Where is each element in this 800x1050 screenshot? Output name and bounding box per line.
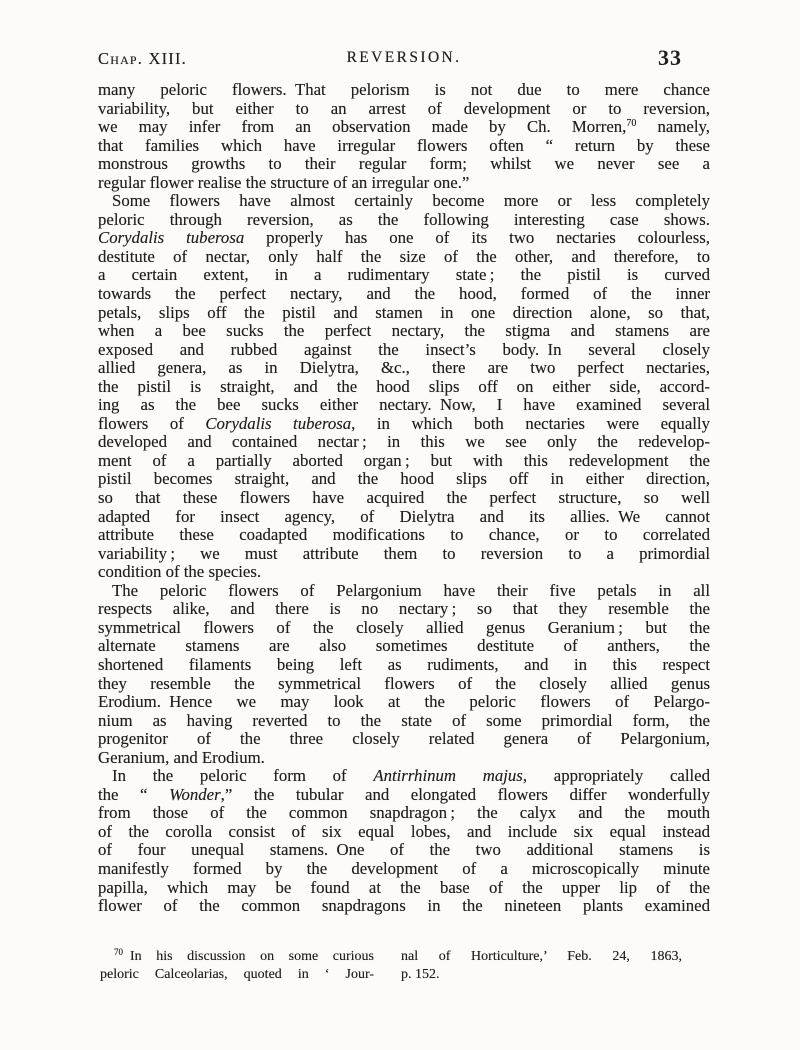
text-line bbox=[98, 396, 710, 415]
text-segment: Some flowers have almost certainly become more or less completely bbox=[112, 191, 710, 211]
text-segment: we may infer from an observation made by Ch. Morren, bbox=[98, 117, 627, 137]
text-segment: the pistil is straight, and the hood slips off on either side, accord- bbox=[98, 376, 710, 396]
text-segment: regular flower realise the structure of an irregular one.” bbox=[98, 172, 470, 192]
text-segment: pistil becomes straight, and the hood slips off in either direction, bbox=[98, 469, 710, 489]
text-line bbox=[98, 767, 710, 786]
paragraph bbox=[98, 81, 710, 192]
text-segment: exposed and rubbed against the insect’s body. In several closely bbox=[98, 339, 710, 359]
text-segment: ment of a partially aborted organ ; but with this redevelopment the bbox=[98, 450, 710, 470]
text-segment: many peloric flowers. That pelorism is not due to mere chance bbox=[98, 80, 710, 99]
footnote-right bbox=[401, 948, 682, 984]
text-line bbox=[98, 823, 710, 842]
text-line bbox=[98, 470, 710, 489]
text-segment: a certain extent, in a rudimentary state ; the pistil is curved bbox=[98, 265, 710, 285]
text-line bbox=[98, 879, 710, 898]
text-segment: nium as having reverted to the state of some primordial form, the bbox=[98, 710, 710, 730]
text-line bbox=[98, 304, 710, 323]
text-line bbox=[98, 433, 710, 452]
italic-text: Corydalis tuberosa bbox=[205, 413, 352, 433]
text-segment: towards the perfect nectary, and the hood, formed of the inner bbox=[98, 284, 710, 304]
text-segment: from those of the common snapdragon ; the calyx and the mouth bbox=[98, 803, 710, 823]
text-line bbox=[98, 266, 710, 285]
text-segment: attribute these coadapted modifications to chance, or to correlated bbox=[98, 525, 710, 545]
text-line bbox=[98, 174, 710, 193]
text-line bbox=[98, 489, 710, 508]
text-line bbox=[98, 786, 710, 805]
text-segment: alternate stamens are also sometimes destitute of anthers, the bbox=[98, 636, 710, 656]
text-segment: properly has one of its two nectaries colourless, bbox=[244, 228, 710, 248]
text-line bbox=[98, 804, 710, 823]
text-segment: destitute of nectar, only half the size of the other, and therefore, to bbox=[98, 246, 710, 266]
text-segment: The peloric flowers of Pelargonium have their five petals in all bbox=[112, 580, 710, 600]
text-segment: manifestly formed by the development of a microscopically minute bbox=[98, 858, 710, 878]
text-segment: p. 152. bbox=[401, 967, 440, 982]
text-segment: papilla, which may be found at the base of the upper lip of the bbox=[98, 877, 710, 897]
text-segment: nal of Horticulture,’ Feb. 24, 1863, bbox=[401, 949, 682, 964]
text-line bbox=[98, 860, 710, 879]
text-line bbox=[98, 322, 710, 341]
text-segment: In his discussion on some curious bbox=[123, 949, 374, 964]
text-line bbox=[98, 81, 710, 100]
text-segment: so that these flowers have acquired the perfect structure, so well bbox=[98, 488, 710, 508]
page-number: 33 bbox=[658, 45, 682, 70]
text-segment: developed and contained nectar ; in this we see only the redevelop- bbox=[98, 432, 710, 452]
text-segment: In the peloric form of bbox=[112, 766, 374, 786]
text-line bbox=[98, 841, 710, 860]
text-line bbox=[98, 118, 710, 137]
italic-text: Wonder bbox=[169, 784, 221, 804]
text-line bbox=[401, 966, 682, 984]
text-line bbox=[98, 526, 710, 545]
text-segment: variability ; we must attribute them to reversion to a primordial bbox=[98, 543, 710, 563]
text-segment: , in which both nectaries were equally bbox=[351, 413, 710, 433]
text-line bbox=[98, 545, 710, 564]
text-line bbox=[98, 211, 710, 230]
text-line bbox=[98, 452, 710, 471]
page-body bbox=[98, 81, 710, 916]
text-segment: of the corolla consist of six equal lobes, and include six equal instead bbox=[98, 821, 710, 841]
text-segment: the “ bbox=[98, 784, 170, 804]
text-line bbox=[98, 637, 710, 656]
paragraph bbox=[98, 767, 710, 915]
footnote-left bbox=[100, 948, 374, 984]
footnote-marker: 70 bbox=[626, 118, 637, 130]
text-segment: ,” the tubular and elongated flowers differ wonderfully bbox=[220, 784, 710, 804]
running-head bbox=[98, 45, 710, 71]
text-line bbox=[98, 192, 710, 211]
text-segment: they resemble the symmetrical flowers of the closely allied genus bbox=[98, 673, 710, 693]
text-segment: allied genera, as in Dielytra, &c., there are two perfect nectaries, bbox=[98, 358, 710, 378]
text-line bbox=[98, 378, 710, 397]
text-line bbox=[98, 359, 710, 378]
text-line bbox=[98, 229, 710, 248]
text-segment: peloric through reversion, as the following interesting case shows. bbox=[98, 209, 710, 229]
text-line bbox=[98, 656, 710, 675]
text-line bbox=[98, 675, 710, 694]
text-line bbox=[98, 508, 710, 527]
text-segment: flower of the common snapdragons in the nineteen plants examined bbox=[98, 896, 710, 916]
text-segment: peloric Calceolarias, quoted in ‘ Jour- bbox=[100, 967, 374, 982]
text-segment: variability, but either to an arrest of development or to reversion, bbox=[98, 98, 710, 118]
text-segment: of four unequal stamens. One of the two additional stamens is bbox=[98, 840, 710, 860]
text-segment: when a bee sucks the perfect nectary, the stigma and stamens are bbox=[98, 321, 710, 341]
text-line bbox=[98, 897, 710, 916]
text-line bbox=[98, 285, 710, 304]
italic-text: Corydalis tuberosa bbox=[98, 228, 245, 248]
footnote-marker: 70 bbox=[114, 947, 123, 957]
text-line bbox=[98, 749, 710, 768]
text-segment: petals, slips off the pistil and stamen in one direction alone, so that, bbox=[98, 302, 710, 322]
text-segment: monstrous growths to their regular form; whilst we never see a bbox=[98, 154, 710, 174]
text-segment: Erodium. Hence we may look at the peloric flowers of Pelargo- bbox=[98, 692, 710, 712]
text-line bbox=[98, 619, 710, 638]
text-line bbox=[98, 415, 710, 434]
text-line bbox=[98, 730, 710, 749]
text-segment: ing as the bee sucks either nectary. Now, I have examined several bbox=[98, 395, 710, 415]
text-segment: condition of the species. bbox=[98, 562, 262, 582]
text-line bbox=[98, 600, 710, 619]
text-line bbox=[98, 712, 710, 731]
footnote bbox=[100, 948, 692, 1008]
text-segment: respects alike, and there is no nectary ; so that they resemble the bbox=[98, 599, 710, 619]
text-line bbox=[98, 137, 710, 156]
text-line bbox=[98, 582, 710, 601]
paragraph bbox=[98, 192, 710, 581]
text-segment: symmetrical flowers of the closely allied genus Geranium ; but the bbox=[98, 617, 710, 637]
text-line bbox=[98, 563, 710, 582]
text-segment: namely, bbox=[636, 117, 710, 137]
text-segment: adapted for insect agency, of Dielytra and its allies. We cannot bbox=[98, 506, 710, 526]
italic-text: Antirrhinum majus bbox=[373, 766, 523, 786]
page-title: REVERSION. bbox=[346, 49, 462, 66]
text-line bbox=[98, 100, 710, 119]
text-line bbox=[100, 966, 374, 984]
text-segment: that families which have irregular flowers often “ return by these bbox=[98, 135, 710, 155]
text-line bbox=[401, 948, 682, 966]
text-segment: progenitor of the three closely related genera of Pelargonium, bbox=[98, 729, 710, 749]
text-line bbox=[98, 155, 710, 174]
text-line bbox=[100, 948, 374, 966]
text-segment: shortened filaments being left as rudiments, and in this respect bbox=[98, 654, 710, 674]
text-line bbox=[98, 248, 710, 267]
text-segment: Geranium, and Erodium. bbox=[98, 747, 265, 767]
text-line bbox=[98, 693, 710, 712]
text-line bbox=[98, 341, 710, 360]
paragraph bbox=[98, 582, 710, 767]
text-segment: , appropriately called bbox=[522, 766, 711, 786]
text-segment: flowers of bbox=[98, 413, 206, 433]
chapter-label: Chap. XIII. bbox=[98, 49, 187, 68]
